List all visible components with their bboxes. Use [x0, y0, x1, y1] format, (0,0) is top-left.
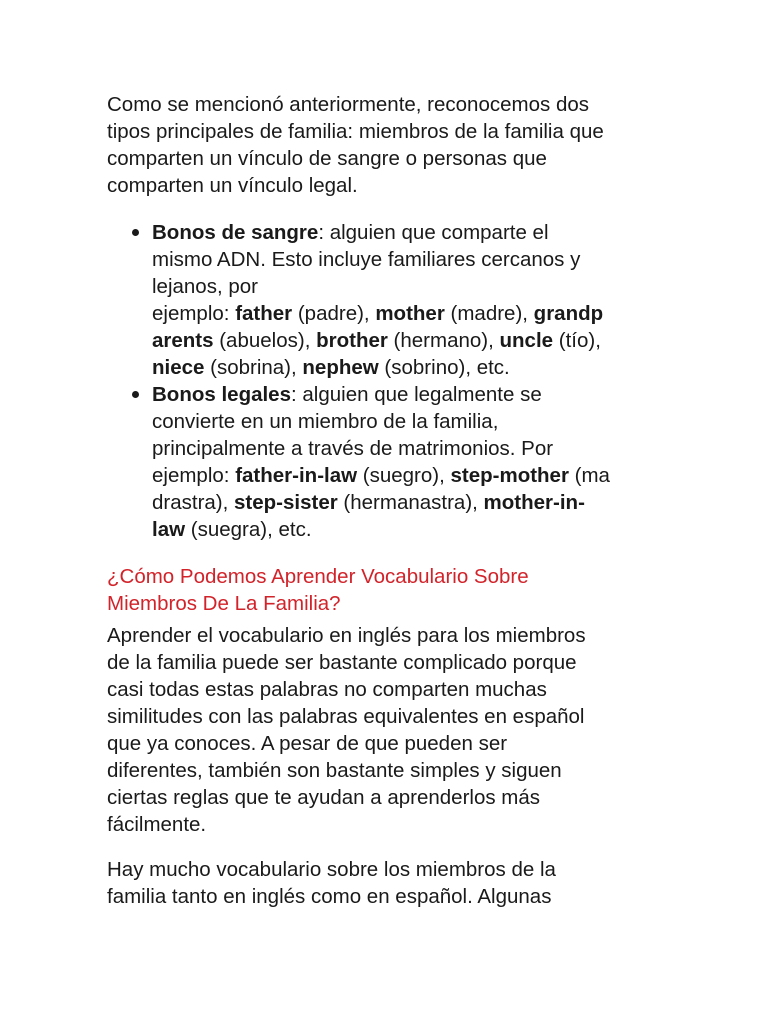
body-line: ciertas reglas que te ayudan a aprenderlos más [107, 786, 541, 809]
bullet-legal-line: principalmente a través de matrimonios. Por [152, 437, 554, 460]
bullet-blood-line: mismo ADN. Esto incluye familiares cercanos y [152, 248, 581, 271]
bullet-dot [132, 391, 139, 398]
bullet-blood-line: lejanos, por [152, 275, 258, 298]
body-line: de la familia puede ser bastante complicado porque [107, 651, 577, 674]
term-father: father [235, 302, 293, 325]
bullet-blood-line: Bonos de sangre: alguien que comparte el [152, 221, 549, 244]
term-brother: brother [316, 329, 388, 352]
body-line: Hay mucho vocabulario sobre los miembros de la [107, 858, 556, 881]
term-blood-bonds: Bonos de sangre [152, 221, 319, 244]
section-heading: ¿Cómo Podemos Aprender Vocabulario Sobre [107, 565, 529, 588]
term-mother: mother [375, 302, 445, 325]
bullet-blood-line: niece (sobrina), nephew (sobrino), etc. [152, 356, 510, 379]
body-line: fácilmente. [107, 813, 207, 836]
intro-line: Como se mencionó anteriormente, reconocemos dos [107, 93, 589, 116]
term-grandparents: grandp [533, 302, 604, 325]
body-line: Aprender el vocabulario en inglés para los miembros [107, 624, 586, 647]
bullet-legal-line: convierte en un miembro de la familia, [152, 410, 499, 433]
term-uncle: uncle [499, 329, 554, 352]
intro-line: comparten un vínculo legal. [107, 174, 358, 197]
bullet-legal-line: law (suegra), etc. [152, 518, 312, 541]
bullet-dot [132, 229, 139, 236]
term-grandparents: arents [152, 329, 214, 352]
term-father-in-law: father-in-law [235, 464, 358, 487]
term-mother-in-law: law [152, 518, 186, 541]
body-line: que ya conoces. A pesar de que pueden ser [107, 732, 508, 755]
term-mother-in-law: mother-in- [483, 491, 585, 514]
term-nephew: nephew [302, 356, 379, 379]
bullet-blood-line: arents (abuelos), brother (hermano), uncle (tío), [152, 329, 601, 352]
body-line: casi todas estas palabras no comparten muchas [107, 678, 547, 701]
bullet-blood-line: ejemplo: father (padre), mother (madre), grandp [152, 302, 604, 325]
intro-line: tipos principales de familia: miembros de la familia que [107, 120, 604, 143]
body-line: similitudes con las palabras equivalentes en español [107, 705, 585, 728]
bullet-legal-line: ejemplo: father-in-law (suegro), step-mother (ma [152, 464, 610, 487]
term-step-mother: step-mother [450, 464, 569, 487]
term-step-sister: step-sister [234, 491, 338, 514]
body-line: familia tanto en inglés como en español. Algunas [107, 885, 552, 908]
term-legal-bonds: Bonos legales [152, 383, 291, 406]
term-niece: niece [152, 356, 205, 379]
bullet-legal-line: Bonos legales: alguien que legalmente se [152, 383, 542, 406]
bullet-legal-line: drastra), step-sister (hermanastra), mother-in- [152, 491, 585, 514]
section-heading: Miembros De La Familia? [107, 592, 341, 615]
intro-line: comparten un vínculo de sangre o personas que [107, 147, 547, 170]
body-line: diferentes, también son bastante simples y siguen [107, 759, 562, 782]
